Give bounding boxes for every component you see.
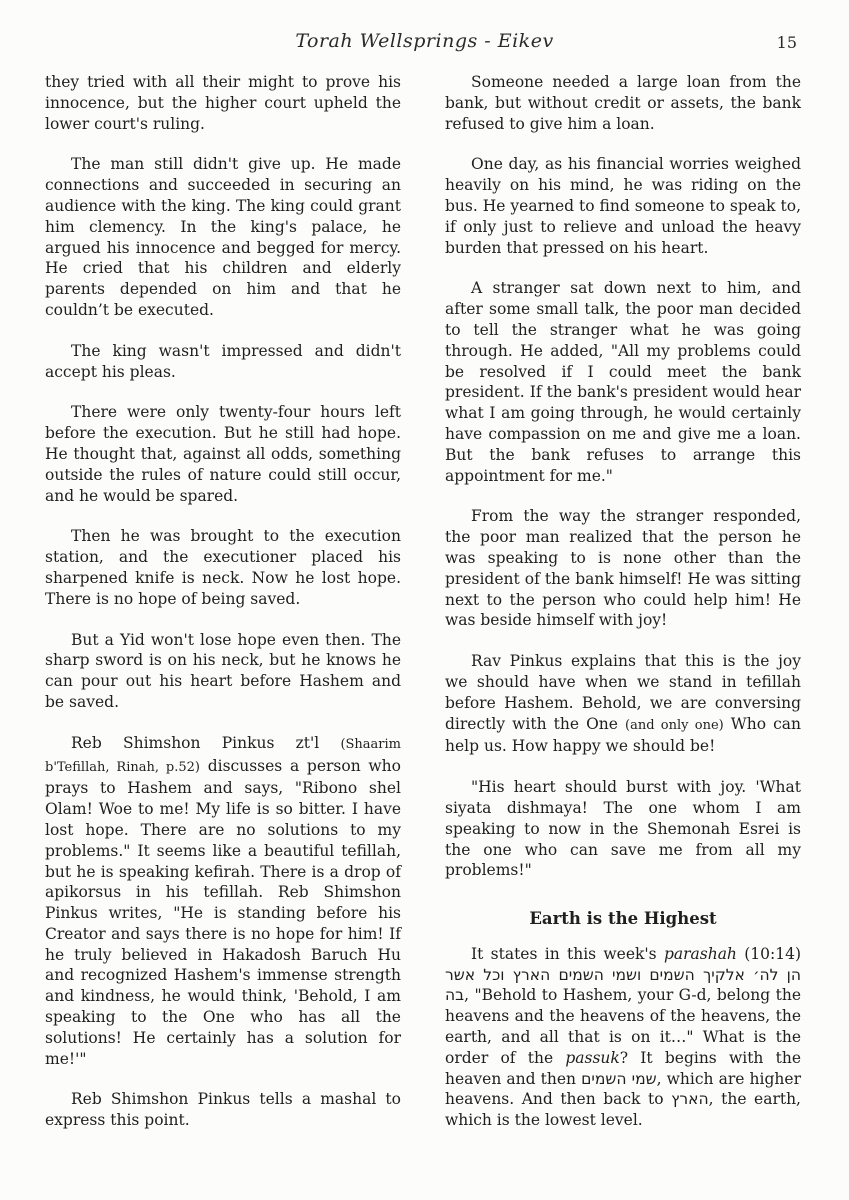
page-number: 15 <box>776 33 797 52</box>
text-run: , which are higher heavens. And then back to <box>445 1069 801 1109</box>
text-run: The man still didn't give up. He made connections and succeeded in securing an audience with the king. The king could grant him clemency. In the king's palace, he argued his innocence and begged for mercy. He cried that his children and elderly parents depended on him and that he couldn’t be executed. <box>45 155 401 319</box>
paragraph <box>45 341 401 383</box>
text-run: (Shaarim b'Tefillah, Rinah, p.52) <box>45 736 401 775</box>
text-run: , the earth, which is the lowest level. <box>445 1090 801 1130</box>
right-column <box>445 72 801 1151</box>
paragraph <box>45 1089 401 1131</box>
text-run: There were only twenty-four hours left before the execution. But he still had hope. He thought that, against all odds, something outside the rules of nature could still occur, and he would be spared. <box>45 403 401 505</box>
text-run: A stranger sat down next to him, and after some small talk, the poor man decided to tell the stranger what he was going through. He added, "All my problems could be resolved if I could meet the bank president. If the bank's president would hear what I am going through, he would certainly have compassion on me and give me a loan. But the bank refuses to arrange this appointment for me." <box>445 279 801 485</box>
paragraph <box>45 72 401 134</box>
page-title: Torah Wellsprings - Eikev <box>295 30 554 52</box>
paragraph <box>45 402 401 506</box>
paragraph <box>445 154 801 258</box>
text-run: passuk <box>565 1048 620 1067</box>
text-run: Then he was brought to the execution station, and the executioner placed his sharpened knife is neck. Now he lost hope. There is no hope of being saved. <box>45 527 401 608</box>
text-run: Rav Pinkus explains that this is the joy we should have when we stand in tefillah before Hashem. Behold, we are conversing directly with the One <box>445 652 801 733</box>
text-run: But a Yid won't lose hope even then. The sharp sword is on his neck, but he knows he can pour out his heart before Hashem and be saved. <box>45 630 401 711</box>
text-run: discusses a person who prays to Hashem and says, "Ribono shel Olam! Woe to me! My life is so bitter. I have lost hope. There are no solutions to my problems." It seems like a beautiful tefillah, but he is speaking kefirah. There is a drop of apikorsus in his tefillah. Reb Shimshon Pinkus writes, "He is standing before his Creator and says there is no hope for him! If he truly believed in Hakadosh Baruch Hu and recognized Hashem's immense strength and kindness, he would think, 'Behold, I am speaking to the One who has all the solutions! He certainly has a solution for me!'" <box>45 756 401 1068</box>
text-run: The king wasn't impressed and didn't accept his pleas. <box>45 341 401 381</box>
text-run: Someone needed a large loan from the bank, but without credit or assets, the bank refused to give him a loan. <box>445 73 801 133</box>
left-column <box>45 72 401 1151</box>
paragraph <box>445 278 801 486</box>
paragraph <box>445 944 801 1131</box>
text-run: , "Behold to Hashem, your G-d, belong the heavens and the heavens of the heavens, the earth, and all that is on it…" What is the order of the <box>445 986 801 1067</box>
text-run: It states in this week's <box>471 944 664 963</box>
page-header <box>0 0 849 56</box>
section-heading <box>445 909 801 930</box>
text-run: (10:14) <box>736 944 801 963</box>
hebrew-text-run: הן לה׳ אלקיך השמים ושמי השמים הארץ וכל אשר בה <box>445 965 801 1005</box>
text-run: "His heart should burst with joy. 'What siyata dishmaya! The one whom I am speaking to now in the Shemonah Esrei is the one who can save me from all my problems!" <box>445 778 801 880</box>
text-run: Earth is the Highest <box>529 909 717 929</box>
paragraph <box>45 526 401 609</box>
text-run: ? It begins with the heaven and then <box>445 1048 801 1088</box>
hebrew-text-run: שמי השמים <box>581 1069 657 1088</box>
text-run: Reb Shimshon Pinkus tells a mashal to express this point. <box>45 1090 401 1130</box>
hebrew-text-run: הארץ <box>671 1090 709 1109</box>
text-columns <box>0 72 849 1151</box>
paragraph <box>45 154 401 320</box>
paragraph <box>445 506 801 631</box>
paragraph <box>445 72 801 134</box>
text-run: (and only one) <box>625 717 724 733</box>
paragraph <box>45 733 401 1070</box>
text-run: they tried with all their might to prove his innocence, but the higher court upheld the lower court's ruling. <box>45 73 401 133</box>
paragraph <box>445 651 801 757</box>
text-run: Who can help us. How happy we should be! <box>445 714 801 756</box>
text-run: One day, as his financial worries weighed heavily on his mind, he was riding on the bus. He yearned to find someone to speak to, if only just to relieve and unload the heavy burden that pressed on his heart. <box>445 155 801 257</box>
paragraph <box>445 777 801 881</box>
paragraph <box>45 630 401 713</box>
text-run: From the way the stranger responded, the poor man realized that the person he was speaking to is none other than the president of the bank himself! He was sitting next to the person who could help him! He was beside himself with joy! <box>445 507 801 630</box>
text-run: parashah <box>663 944 737 963</box>
text-run: Reb Shimshon Pinkus zt'l <box>71 733 341 752</box>
